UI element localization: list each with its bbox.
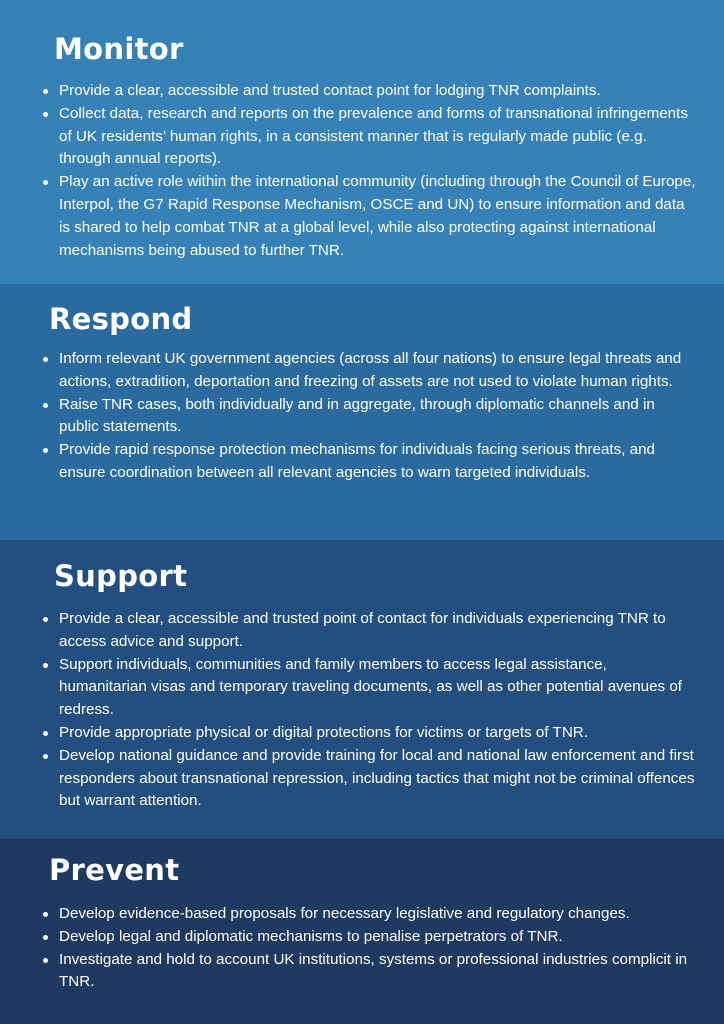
- bullet-dot-icon: [43, 112, 48, 117]
- list-item-text: Develop legal and diplomatic mechanisms to penalise perpetrators of TNR.: [59, 927, 563, 945]
- list-item: [40, 608, 696, 654]
- bullet-dot-icon: [43, 617, 48, 622]
- bullet-dot-icon: [43, 958, 48, 963]
- list-item: [40, 348, 696, 394]
- list-item: [40, 439, 696, 485]
- list-item-text: Investigate and hold to account UK institutions, systems or professional industries complicit in TNR.: [59, 950, 688, 991]
- list-item: [40, 80, 696, 103]
- monitor-section: [0, 0, 724, 284]
- bullet-dot-icon: [43, 935, 48, 940]
- list-item-text: Develop national guidance and provide training for local and national law enforcement and first responders about transnational repression, including tactics that might not be criminal offences but warrant attention.: [59, 746, 695, 810]
- list-item: [40, 103, 696, 171]
- list-item-text: Collect data, research and reports on the prevalence and forms of transnational infringements of UK residents’ human rights, in a consistent manner that is regularly made public (e.g. through annual reports).: [59, 104, 688, 168]
- list-item: [40, 722, 696, 745]
- list-item-text: Play an active role within the international community (including through the Council of Europe, Interpol, the G7 Rapid Response Mechanism, OSCE and UN) to ensure information and data is shared to help combat TNR at a global level, while also protecting against international mechanisms being abused to further TNR.: [59, 173, 696, 259]
- prevent-heading: Prevent: [49, 853, 180, 887]
- bullet-dot-icon: [43, 754, 48, 759]
- bullet-dot-icon: [43, 357, 48, 362]
- bullet-dot-icon: [43, 403, 48, 408]
- respond-heading: Respond: [49, 302, 193, 336]
- list-item-text: Provide a clear, accessible and trusted contact point for lodging TNR complaints.: [59, 82, 601, 99]
- respond-section: [0, 284, 724, 540]
- prevent-bullet-list: [40, 903, 696, 994]
- support-bullet-list: [40, 608, 696, 813]
- list-item: [40, 171, 696, 262]
- monitor-heading: Monitor: [54, 32, 184, 66]
- bullet-dot-icon: [43, 731, 48, 736]
- bullet-dot-icon: [43, 663, 48, 668]
- prevent-section: [0, 839, 724, 1024]
- bullet-dot-icon: [43, 912, 48, 917]
- support-section: [0, 540, 724, 839]
- list-item-text: Provide a clear, accessible and trusted point of contact for individuals experiencing TNR to access advice and support.: [59, 610, 666, 650]
- bullet-dot-icon: [43, 448, 48, 453]
- list-item-text: Provide rapid response protection mechanisms for individuals facing serious threats, and ensure coordination between all relevant agencies to warn targeted individuals.: [59, 441, 655, 481]
- list-item-text: Provide appropriate physical or digital protections for victims or targets of TNR.: [59, 723, 588, 741]
- list-item-text: Support individuals, communities and family members to access legal assistance, humanitarian visas and temporary traveling documents, as well as other potential avenues of redress.: [59, 655, 683, 719]
- list-item: [40, 903, 696, 926]
- bullet-dot-icon: [43, 89, 48, 94]
- list-item: [40, 745, 696, 813]
- bullet-dot-icon: [43, 180, 48, 185]
- list-item: [40, 926, 696, 949]
- list-item: [40, 394, 696, 440]
- support-heading: Support: [54, 559, 188, 593]
- list-item: [40, 654, 696, 722]
- respond-bullet-list: [40, 348, 696, 485]
- list-item-text: Inform relevant UK government agencies (across all four nations) to ensure legal threats and actions, extradition, deportation and freezing of assets are not used to violate human rights.: [59, 350, 682, 390]
- list-item-text: Raise TNR cases, both individually and in aggregate, through diplomatic channels and in public statements.: [59, 395, 655, 436]
- list-item: [40, 949, 696, 995]
- list-item-text: Develop evidence-based proposals for necessary legislative and regulatory changes.: [59, 905, 630, 922]
- monitor-bullet-list: [40, 80, 696, 262]
